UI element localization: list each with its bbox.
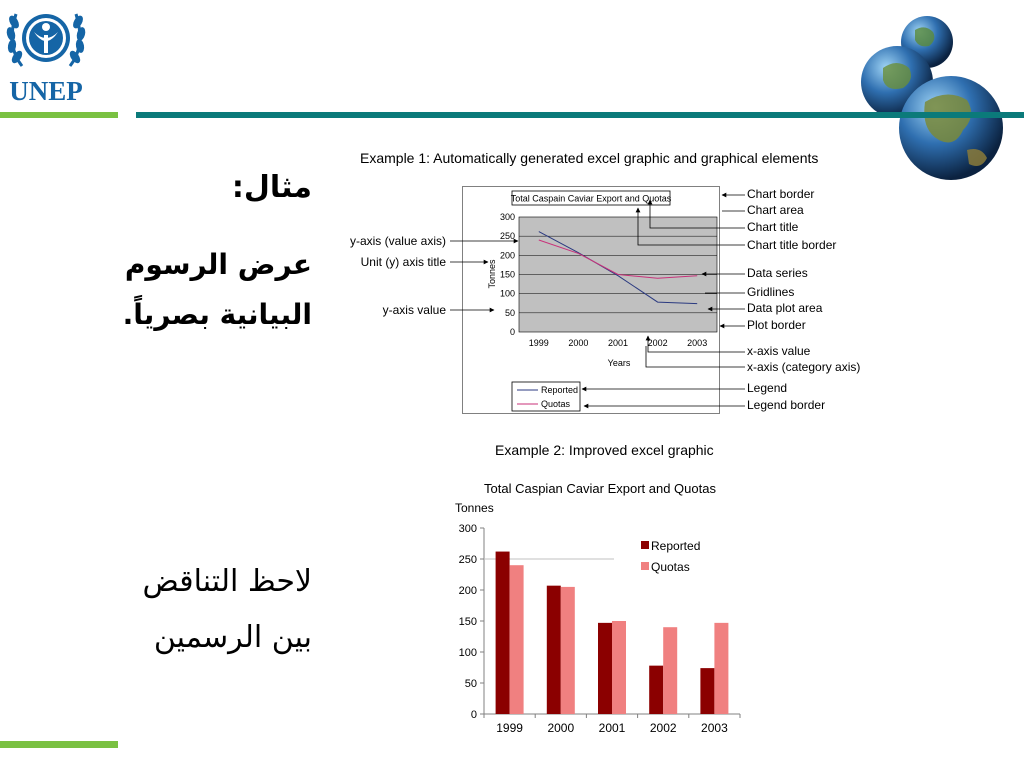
chart2-legend-quotas: Quotas	[651, 560, 690, 574]
chart1-x-tick-label: 2002	[647, 338, 668, 348]
chart1-y-tick-label: 250	[499, 231, 515, 242]
chart2-x-tick-label: 1999	[496, 721, 523, 735]
chart1-x-tick-label: 2003	[687, 338, 708, 348]
chart2-bar-reported	[496, 552, 510, 714]
chart2-y-tick-label: 100	[458, 647, 477, 659]
chart1-legend-quotas: Quotas	[541, 399, 571, 409]
chart2-bar-quotas	[714, 623, 728, 714]
example2-bar-chart	[448, 476, 748, 744]
arabic-note-1: لاحظ التناقض	[142, 564, 312, 599]
chart1-y-tick-label: 100	[499, 288, 515, 299]
annotation-chart-border: Chart border	[747, 187, 815, 201]
chart2-legend-reported: Reported	[651, 539, 701, 553]
chart2-x-tick-label: 2002	[649, 721, 677, 735]
annotation-data-plot-area: Data plot area	[747, 301, 823, 315]
chart2-y-tick-label: 150	[458, 616, 477, 628]
chart2-bar-quotas	[510, 565, 524, 714]
chart1-x-tick-label: 2001	[607, 338, 629, 348]
chart1-y-tick-label: 50	[504, 307, 515, 318]
chart2-x-tick-label: 2003	[701, 721, 728, 735]
chart1-y-tick-label: 200	[499, 250, 515, 261]
unep-logo-text: UNEP	[9, 76, 83, 106]
annotation-chart-title-border: Chart title border	[747, 238, 837, 252]
chart2-bar-reported	[547, 586, 561, 714]
chart2-legend-swatch-reported	[641, 541, 649, 549]
chart1-x-tick-label: 1999	[528, 338, 549, 348]
arabic-line-2: البيانية بصرياً.	[122, 298, 312, 331]
annotation-chart-area: Chart area	[747, 203, 804, 217]
chart2-bar-reported	[598, 623, 612, 714]
annotation-x-axis-category: x-axis (category axis)	[747, 360, 861, 374]
annotation-unit-axis-title: Unit (y) axis title	[360, 255, 446, 269]
chart1-x-axis-title: Years	[607, 358, 631, 368]
chart2-y-tick-label: 300	[458, 523, 477, 535]
annotation-chart-title: Chart title	[747, 220, 799, 234]
annotation-y-axis-value-axis: y-axis (value axis)	[349, 234, 446, 248]
chart1-y-tick-label: 150	[499, 269, 515, 280]
chart2-y-axis-title: Tonnes	[455, 501, 494, 515]
annotation-x-axis-value: x-axis value	[747, 344, 811, 358]
chart2-y-tick-label: 50	[464, 678, 477, 690]
chart1-legend-reported: Reported	[541, 385, 579, 395]
chart1-y-tick-label: 300	[499, 212, 515, 222]
chart1-y-tick-label: 0	[509, 327, 515, 337]
chart2-y-tick-label: 250	[458, 554, 477, 566]
chart2-y-tick-label: 200	[458, 585, 477, 597]
chart2-legend-swatch-quotas	[641, 562, 649, 570]
chart2-bar-quotas	[561, 587, 575, 714]
chart2-y-tick-label: 0	[470, 709, 477, 721]
chart1-title: Total Caspain Caviar Export and Quotas	[510, 193, 672, 204]
example2-heading: Example 2: Improved excel graphic	[495, 442, 714, 458]
arabic-example-label: مثال:	[231, 170, 312, 205]
chart1-x-tick-label: 2000	[568, 338, 589, 348]
chart2-x-tick-label: 2001	[598, 721, 626, 735]
chart2-bar-quotas	[663, 627, 677, 714]
chart2-x-tick-label: 2000	[547, 721, 575, 735]
annotation-legend: Legend	[747, 381, 788, 395]
arabic-line-1: عرض الرسوم	[124, 248, 312, 281]
annotation-gridlines: Gridlines	[747, 285, 795, 299]
chart2-bar-reported	[700, 668, 714, 714]
chart1-y-axis-title: Tonnes	[487, 259, 497, 289]
annotation-y-axis-value: y-axis value	[382, 303, 446, 317]
chart2-bar-reported	[649, 666, 663, 714]
annotation-legend-border: Legend border	[747, 398, 826, 412]
annotation-plot-border: Plot border	[747, 318, 806, 332]
example1-heading: Example 1: Automatically generated excel graphic and graphical elements	[360, 150, 819, 166]
annotation-data-series: Data series	[747, 266, 808, 280]
arabic-note-2: بين الرسمين	[153, 620, 312, 655]
chart2-bar-quotas	[612, 621, 626, 714]
chart2-title: Total Caspian Caviar Export and Quotas	[484, 481, 716, 496]
